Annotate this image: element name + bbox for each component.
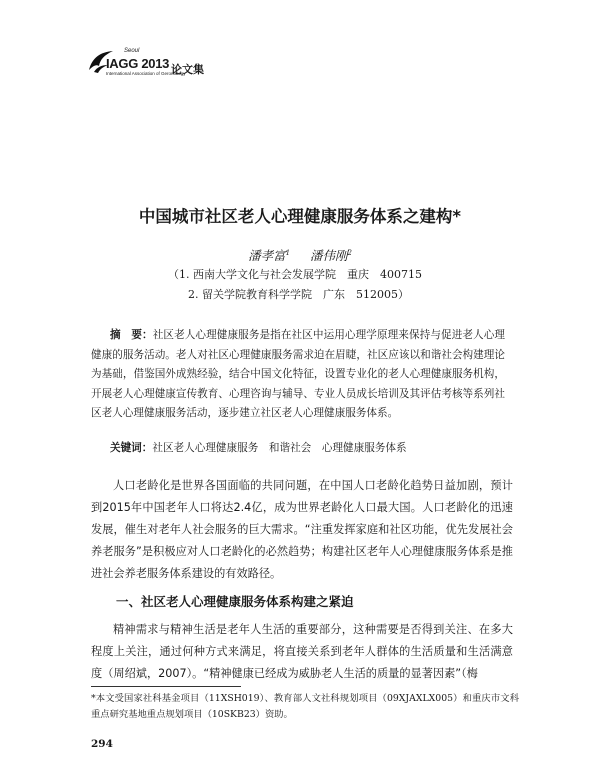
footnote-divider [91, 686, 241, 687]
author-1-sup: 1 [285, 248, 291, 257]
affiliation-1: （1. 西南大学文化与社会发展学院 重庆 400715 [168, 268, 422, 281]
section-tag: 论文集 [171, 63, 204, 76]
logo-city: Seoul [124, 48, 140, 54]
logo-name: IAGG 2013 [106, 56, 170, 71]
author-2: 潘伟刚 [309, 248, 348, 263]
keywords-text: 社区老人心理健康服务 和谐社会 心理健康服务体系 [152, 442, 407, 454]
author-1: 潘孝富 [248, 248, 286, 263]
body-paragraph-2: 精神需求与精神生活是老年人生活的重要部分，这种需要是否得到关注、在多大程度上关注，通过何种方式来满足，将直接关系到老年人群体的生活质量和生活满意度（周绍斌，2007）。“精神健康已经成为威胁老人生活的质量的显著因素”（梅 [91, 623, 513, 680]
keywords-label: 关键词： [110, 442, 153, 454]
abstract [91, 326, 505, 424]
keywords [110, 440, 407, 455]
section-heading-1: 一、社区老人心理健康服务体系构建之紧迫 [116, 594, 354, 609]
page-number: 294 [91, 738, 113, 750]
abstract-label: 摘 要： [110, 329, 153, 341]
conference-header [88, 48, 288, 80]
affiliation-2: 2. 留关学院教育科学学院 广东 512005） [188, 288, 409, 301]
author-2-sup: 2 [347, 248, 352, 257]
logo-subtitle: International Association of Gerontology [106, 71, 186, 76]
author-line [0, 246, 600, 264]
footnote: *本文受国家社科基金项目（11XSH019）、教育部人文社科规划项目（09XJAXLX005）和重庆市文科重点研究基地重点规划项目（10SKB23）资助。 [91, 693, 519, 720]
abstract-text: 社区老人心理健康服务是指在社区中运用心理学原理来保持与促进老人心理健康的服务活动。老人对社区心理健康服务需求迫在眉睫，社区应该以和谐社会构建理论为基础，借鉴国外成熟经验，结合中国文化特征，设置专业化的老人心理健康服务机构，开展老人心理健康宣传教育、心理咨询与辅导、专业人员成长培训及其评估考核等系列社区老人心理健康服务活动，逐步建立社区老人心理健康服务体系。 [91, 329, 506, 419]
body-paragraph-1: 人口老龄化是世界各国面临的共同问题，在中国人口老龄化趋势日益加剧，预计到2015年中国老年人口将达2.4亿，成为世界老龄化人口最大国。人口老龄化的迅速发展，催生对老年人社会服务的巨大需求。“注重发挥家庭和社区功能，优先发展社会养老服务”是积极应对人口老龄化的必然趋势；构建社区老年人心理健康服务体系是推进社会养老服务体系建设的有效路径。 [91, 479, 513, 580]
paper-title: 中国城市社区老人心理健康服务体系之建构* [138, 207, 462, 226]
